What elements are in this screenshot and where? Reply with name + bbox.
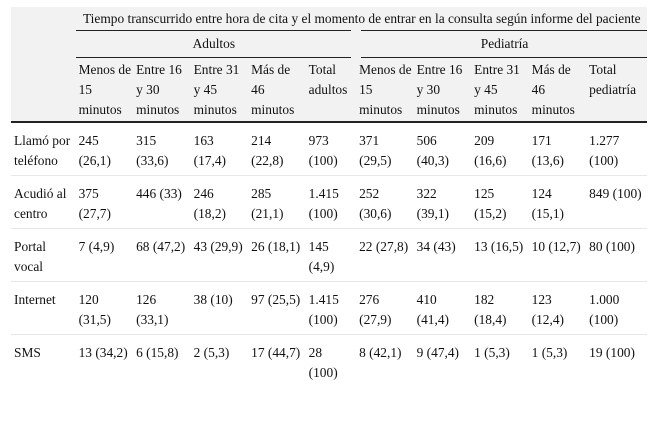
table-cell: 97 (25,5) <box>248 282 306 335</box>
table-cell: 9 (47,4) <box>416 345 460 360</box>
table-cell: 276 (27,9) <box>356 282 414 335</box>
table-cell: 446 (33) <box>133 176 191 229</box>
table-cell: 1.415 (100) <box>306 282 356 335</box>
table-cell: 209 (16,6) <box>471 122 529 176</box>
table-cell: 145 (4,9) <box>306 229 356 282</box>
table-cell: 22 (27,8) <box>356 229 414 282</box>
table-cell: 2 (5,3) <box>193 345 230 360</box>
table-cell: 17 (44,7) <box>251 345 301 360</box>
row-label: Portal vocal <box>11 229 76 282</box>
table-cell: 1.277 (100) <box>586 122 647 176</box>
table-cell: 315 (33,6) <box>133 122 191 176</box>
table-cell: 1.415 (100) <box>306 176 356 229</box>
table-cell: 7 (4,9) <box>76 229 134 282</box>
group-header-adults: Adultos <box>76 31 357 58</box>
corner-cell <box>11 58 76 123</box>
table-cell: 506 (40,3) <box>414 122 472 176</box>
table-row <box>11 282 647 335</box>
table-cell: 123 (12,4) <box>529 282 587 335</box>
table-cell: 375 (27,7) <box>76 176 134 229</box>
column-header: Total adultos <box>306 58 356 123</box>
row-label: Internet <box>11 282 76 335</box>
table-cell: 43 (29,9) <box>191 229 249 282</box>
table-cell: 10 (12,7) <box>529 229 587 282</box>
table-cell: 80 (100) <box>586 229 647 282</box>
table-cell: 125 (15,2) <box>471 176 529 229</box>
table-cell: 13 (34,2) <box>78 345 128 360</box>
table-cell: 410 (41,4) <box>414 282 472 335</box>
table-cell: 849 (100) <box>586 176 647 229</box>
row-label: Llamó por teléfono <box>11 122 76 176</box>
table-cell: 126 (33,1) <box>133 282 191 335</box>
table-cell: 1 (5,3) <box>531 345 568 360</box>
column-header: Entre 16 y 30 minutos <box>133 58 191 123</box>
column-header: Menos de 15 minutos <box>76 58 134 123</box>
column-header: Más de 46 minutos <box>248 58 306 123</box>
table-cell: 34 (43) <box>414 229 472 282</box>
corner-cell <box>11 31 76 58</box>
table-cell: 26 (18,1) <box>248 229 306 282</box>
column-header: Menos de 15 minutos <box>356 58 414 123</box>
table-cell: 1.000 (100) <box>586 282 647 335</box>
column-header: Entre 31 y 45 minutos <box>471 58 529 123</box>
table-row <box>11 122 647 176</box>
table-cell: 13 (16,5) <box>471 229 529 282</box>
corner-cell <box>11 7 76 31</box>
column-header: Entre 16 y 30 minutos <box>414 58 472 123</box>
table-cell: 171 (13,6) <box>529 122 587 176</box>
column-header: Total pediatría <box>586 58 647 123</box>
table-cell: 246 (18,2) <box>191 176 249 229</box>
table-cell: 245 (26,1) <box>76 122 134 176</box>
table-cell: 19 (100) <box>589 345 635 360</box>
table-row <box>11 229 647 282</box>
table-cell: 163 (17,4) <box>191 122 249 176</box>
table-cell: 182 (18,4) <box>471 282 529 335</box>
table-cell: 371 (29,5) <box>356 122 414 176</box>
table-cell: 252 (30,6) <box>356 176 414 229</box>
table-cell: 1 (5,3) <box>474 345 510 360</box>
table-cell: 214 (22,8) <box>248 122 306 176</box>
table-cell: 68 (47,2) <box>133 229 191 282</box>
table-cell: 38 (10) <box>191 282 249 335</box>
table-cell: 6 (15,8) <box>136 345 179 360</box>
group-header-pediatrics: Pediatría <box>356 31 647 58</box>
row-label: SMS <box>14 345 41 360</box>
column-header: Entre 31 y 45 minutos <box>191 58 249 123</box>
table-row <box>11 176 647 229</box>
table-cell: 8 (42,1) <box>359 345 402 360</box>
table-cell: 322 (39,1) <box>414 176 472 229</box>
table-cell: 120 (31,5) <box>76 282 134 335</box>
table-title: Tiempo transcurrido entre hora de cita y el momento de entrar en la consulta según informe del paciente <box>76 7 647 31</box>
row-label: Acudió al centro <box>11 176 76 229</box>
table-cell: 124 (15,1) <box>529 176 587 229</box>
table-cell: 285 (21,1) <box>248 176 306 229</box>
waiting-time-table <box>11 7 647 383</box>
column-header: Más de 46 minutos <box>529 58 587 123</box>
table-cell: 973 (100) <box>306 122 356 176</box>
table-row <box>11 335 647 384</box>
table-cell: 28 (100) <box>308 345 338 380</box>
